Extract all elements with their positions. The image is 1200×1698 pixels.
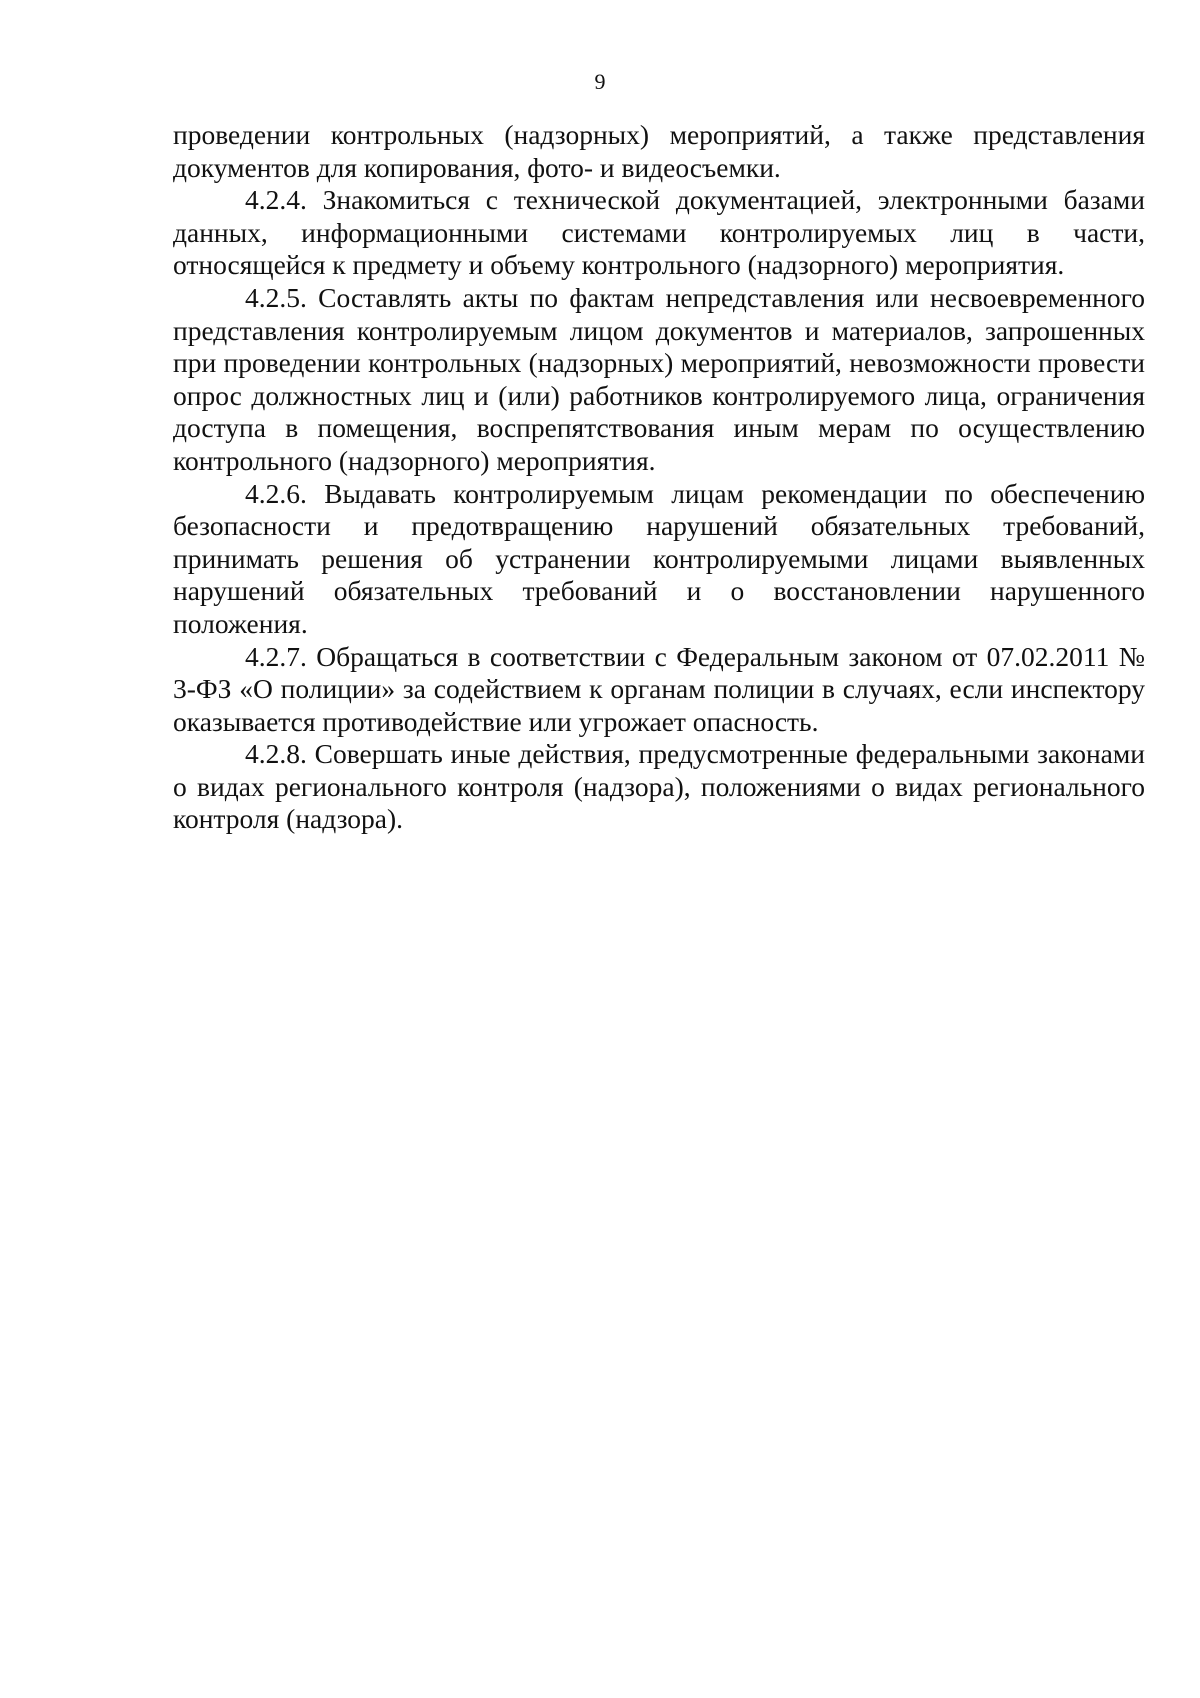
paragraph-4-2-8: 4.2.8. Совершать иные действия, предусмотренные федеральными законами о видах регионального контроля (надзора), положениями о видах регионального контроля (надзора). (173, 738, 1145, 835)
paragraph-4-2-5: 4.2.5. Составлять акты по фактам непредставления или несвоевременного представления контролируемым лицом документов и материалов, запрошенных при проведении контрольных (надзорных) мероприятий, невозможности провести опрос должностных лиц и (или) работников контролируемого лица, ограничения доступа в помещения, воспрепятствования иным мерам по осуществлению контрольного (надзорного) мероприятия. (173, 281, 1145, 476)
paragraph-4-2-4: 4.2.4. Знакомиться с технической документацией, электронными базами данных, информационными системами контролируемых лиц в части, относящейся к предмету и объему контрольного (надзорного) мероприятия. (173, 184, 1145, 281)
paragraph-4-2-6: 4.2.6. Выдавать контролируемым лицам рекомендации по обеспечению безопасности и предотвращению нарушений обязательных требований, принимать решения об устранении контролируемыми лицами выявленных нарушений обязательных требований и о восстановлении нарушенного положения. (173, 477, 1145, 639)
page-number: 9 (594, 69, 606, 94)
paragraph-continuation: проведении контрольных (надзорных) мероприятий, а также представления документов для копирования, фото- и видеосъемки. (173, 119, 1145, 183)
paragraph-4-2-7: 4.2.7. Обращаться в соответствии с Федеральным законом от 07.02.2011 № 3-ФЗ «О полиции» за содействием к органам полиции в случаях, если инспектору оказывается противодействие или угрожает опасность. (173, 640, 1145, 737)
document-body (173, 119, 1145, 836)
